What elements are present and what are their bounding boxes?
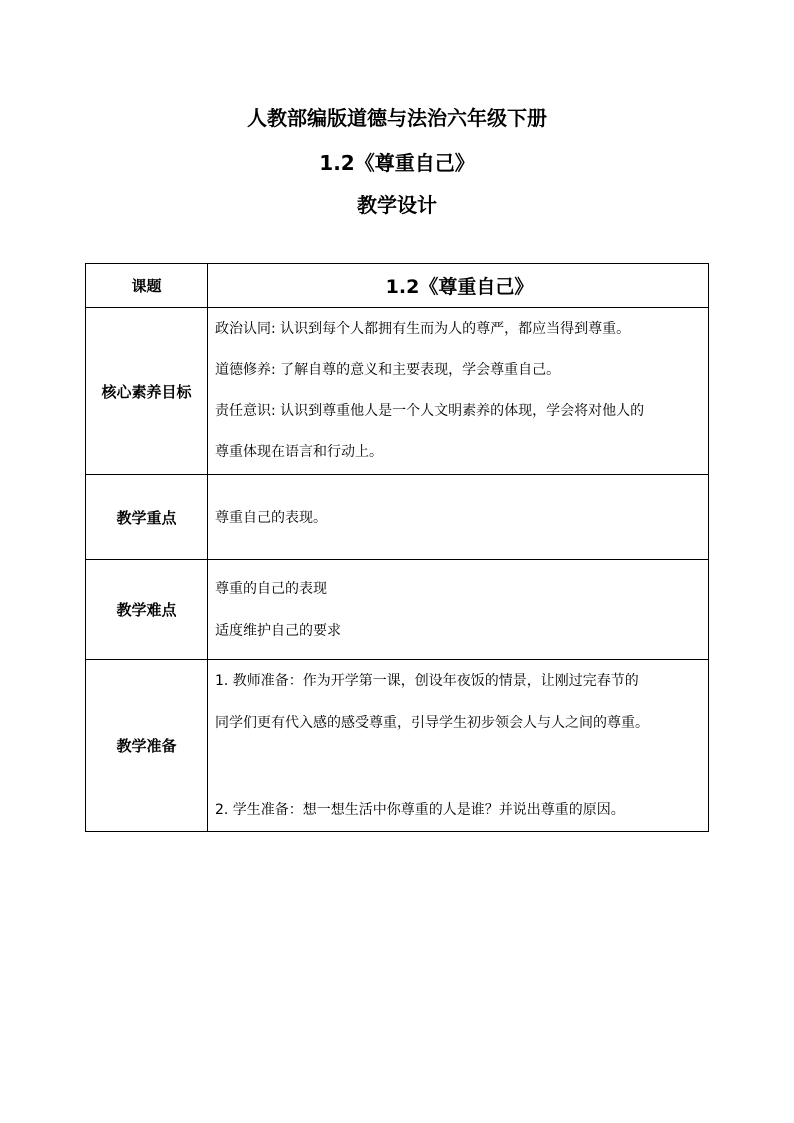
key-point-line: 尊重自己的表现。	[215, 510, 327, 526]
difficulty-line-1: 尊重的自己的表现	[215, 580, 327, 597]
key-points-content	[208, 475, 709, 560]
key-points-label: 教学重点	[86, 475, 208, 560]
document-title: 人教部编版道德与法治六年级下册	[247, 106, 547, 130]
table-row-difficulties	[86, 560, 709, 660]
table-row-preparation	[86, 660, 709, 832]
core-goals-content	[208, 308, 709, 475]
document-header	[0, 100, 794, 215]
table-row-key-points	[86, 475, 709, 560]
document-subtitle: 教学设计	[357, 193, 437, 217]
lesson-plan-table	[85, 263, 709, 832]
table-row-core-goals	[86, 308, 709, 475]
difficulty-line-2: 适度维护自己的要求	[215, 622, 341, 639]
difficulties-label: 教学难点	[86, 560, 208, 660]
teacher-prep-line-2: 同学们更有代入感的感受尊重，引导学生初步领会人与人之间的尊重。	[215, 715, 649, 731]
core-goal-moral: 道德修养: 了解自尊的意义和主要表现，学会尊重自己。	[215, 362, 561, 378]
core-goal-responsibility: 责任意识: 认识到尊重他人是一个人文明素养的体现，学会将对他人的	[215, 403, 645, 419]
preparation-label: 教学准备	[86, 660, 208, 832]
topic-value: 1.2《尊重自己》	[208, 264, 709, 308]
core-goal-responsibility-cont: 尊重体现在语言和行动上。	[215, 444, 383, 460]
paragraph-gap	[215, 744, 704, 789]
preparation-content	[208, 660, 709, 832]
core-goals-label: 核心素养目标	[86, 308, 208, 475]
table-row-topic	[86, 264, 709, 308]
topic-label: 课题	[86, 264, 208, 308]
difficulties-content	[208, 560, 709, 660]
lesson-title: 1.2《尊重自己》	[319, 151, 475, 175]
teacher-prep-line-1: 1. 教师准备：作为开学第一课，创设年夜饭的情景，让刚过完春节的	[215, 673, 639, 689]
core-goal-political: 政治认同: 认识到每个人都拥有生而为人的尊严，都应当得到尊重。	[215, 321, 631, 337]
student-prep-line: 2. 学生准备：想一想生活中你尊重的人是谁？并说出尊重的原因。	[215, 802, 625, 818]
